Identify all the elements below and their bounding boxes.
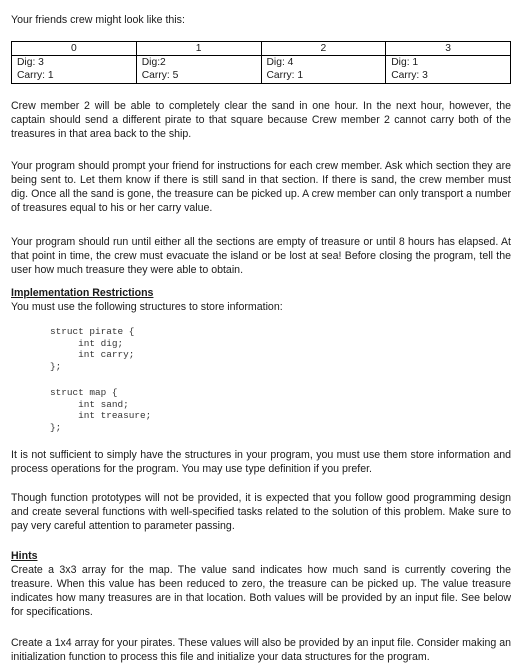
crew-stats-row [12, 56, 511, 84]
paragraph-crew-member-2: Crew member 2 will be able to completely clear the sand in one hour. In the next hour, however, the captain should send a different pirate to that square because Crew member 2 cannot carry both of the treasures in that area back to the ship. [11, 100, 511, 140]
crew-header-1: 1 [136, 42, 261, 56]
paragraph-structures-intro: You must use the following structures to store information: [11, 301, 283, 313]
dig-value: Dig:2 [141, 57, 166, 68]
carry-value: Carry: 3 [391, 70, 428, 81]
carry-value: Carry: 1 [17, 70, 54, 81]
carry-value: Carry: 5 [141, 70, 179, 81]
paragraph-map-array-hint: Create a 3x3 array for the map. The value sand indicates how much sand is currently covering the treasure. When this value has been reduced to zero, the treasure can be picked up. The value treasure indicates how many treasures are in that location. Both values will be provided by an input file. See below for specifications. [11, 564, 511, 618]
code-struct-pirate: struct pirate { int dig; int carry; }; [50, 326, 135, 372]
paragraph-prompt-instructions: Your program should prompt your friend for instructions for each crew member. Ask which section they are being sent to. Let them know if there is still sand in that section. If there is sand, the crew member must dig. Once all the sand is gone, the treasure can be picked up. A crew member can only transport a number of treasures equal to his or her carry value. [11, 160, 511, 214]
crew-header-row [12, 42, 511, 56]
crew-header-0: 0 [12, 42, 137, 56]
heading-implementation-restrictions: Implementation Restrictions [11, 287, 154, 299]
carry-value: Carry: 1 [266, 70, 304, 81]
dig-value: Dig: 4 [266, 57, 294, 68]
code-struct-map: struct map { int sand; int treasure; }; [50, 387, 152, 433]
dig-value: Dig: 3 [17, 57, 44, 68]
paragraph-pirate-array-hint: Create a 1x4 array for your pirates. These values will also be provided by an input file. Consider making an initialization function to process this file and initialize your data structures for the program. [11, 637, 511, 663]
crew-cell-0 [12, 56, 137, 84]
paragraph-run-duration: Your program should run until either all the sections are empty of treasure or until 8 hours has elapsed. At that point in time, the crew must evacuate the island or be lost at sea! Before closing the program, tell the user how much treasure they were able to obtain. [11, 236, 511, 276]
crew-table [11, 41, 511, 84]
crew-cell-3 [386, 56, 511, 84]
intro-text: Your friends crew might look like this: [11, 14, 185, 26]
heading-hints: Hints [11, 550, 38, 562]
crew-cell-2 [261, 56, 386, 84]
crew-header-3: 3 [386, 42, 511, 56]
paragraph-function-design: Though function prototypes will not be provided, it is expected that you follow good programming design and create several functions with well-specified tasks related to the solution of this problem. Make sure to pay very careful attention to parameter passing. [11, 492, 511, 532]
crew-cell-1 [136, 56, 261, 84]
paragraph-structures-usage: It is not sufficient to simply have the structures in your program, you must use them store information and process operations for the program. You may use type definition if you prefer. [11, 449, 511, 475]
crew-header-2: 2 [261, 42, 386, 56]
dig-value: Dig: 1 [391, 57, 419, 68]
